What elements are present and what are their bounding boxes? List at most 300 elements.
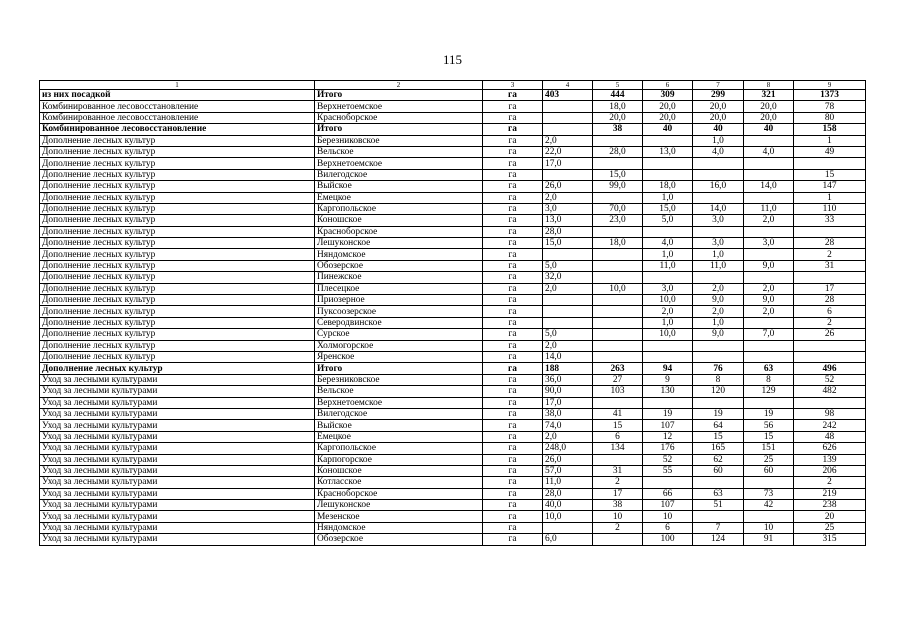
activity-cell: Дополнение лесных культур bbox=[40, 146, 315, 157]
page-number: 115 bbox=[442, 52, 463, 67]
district-cell: Приозерное bbox=[315, 295, 483, 306]
value-cell: 1,0 bbox=[693, 135, 744, 146]
total-cell: 15 bbox=[794, 169, 866, 180]
total-cell: 6 bbox=[794, 306, 866, 317]
value-cell bbox=[593, 306, 643, 317]
value-cell: 2,0 bbox=[543, 431, 593, 442]
value-cell: 52 bbox=[643, 454, 693, 465]
column-header: 9 bbox=[794, 81, 866, 90]
value-cell: 10,0 bbox=[643, 295, 693, 306]
table-row bbox=[40, 226, 866, 237]
value-cell bbox=[744, 511, 794, 522]
unit-cell: га bbox=[483, 283, 543, 294]
value-cell: 17,0 bbox=[543, 397, 593, 408]
total-cell: 158 bbox=[794, 124, 866, 135]
unit-cell: га bbox=[483, 101, 543, 112]
table-row bbox=[40, 329, 866, 340]
activity-cell: Уход за лесными культурами bbox=[40, 500, 315, 511]
value-cell: 321 bbox=[744, 90, 794, 101]
value-cell bbox=[543, 169, 593, 180]
total-cell: 28 bbox=[794, 295, 866, 306]
value-cell: 14,0 bbox=[543, 351, 593, 362]
value-cell: 10 bbox=[643, 511, 693, 522]
value-cell: 94 bbox=[643, 363, 693, 374]
activity-cell: Дополнение лесных культур bbox=[40, 192, 315, 203]
table-row bbox=[40, 386, 866, 397]
unit-cell: га bbox=[483, 158, 543, 169]
table-row bbox=[40, 534, 866, 545]
value-cell: 15 bbox=[744, 431, 794, 442]
activity-cell: Дополнение лесных культур bbox=[40, 351, 315, 362]
value-cell: 16,0 bbox=[693, 181, 744, 192]
value-cell: 1,0 bbox=[693, 249, 744, 260]
value-cell: 4,0 bbox=[744, 146, 794, 157]
activity-cell: Дополнение лесных культур bbox=[40, 340, 315, 351]
value-cell bbox=[543, 112, 593, 123]
value-cell: 3,0 bbox=[693, 215, 744, 226]
table-row bbox=[40, 146, 866, 157]
district-cell: Каргопольское bbox=[315, 443, 483, 454]
value-cell: 10 bbox=[593, 511, 643, 522]
unit-cell: га bbox=[483, 215, 543, 226]
unit-cell: га bbox=[483, 181, 543, 192]
value-cell: 70,0 bbox=[593, 203, 643, 214]
unit-cell: га bbox=[483, 340, 543, 351]
value-cell: 10,0 bbox=[543, 511, 593, 522]
activity-cell: Уход за лесными культурами bbox=[40, 408, 315, 419]
district-cell: Вельское bbox=[315, 146, 483, 157]
value-cell bbox=[593, 272, 643, 283]
value-cell: 3,0 bbox=[744, 238, 794, 249]
total-cell: 482 bbox=[794, 386, 866, 397]
value-cell: 2,0 bbox=[543, 135, 593, 146]
district-cell: Няндомское bbox=[315, 522, 483, 533]
value-cell bbox=[744, 340, 794, 351]
value-cell: 11,0 bbox=[543, 477, 593, 488]
value-cell: 56 bbox=[744, 420, 794, 431]
activity-cell: Дополнение лесных культур bbox=[40, 317, 315, 328]
value-cell: 25 bbox=[744, 454, 794, 465]
value-cell: 15 bbox=[693, 431, 744, 442]
district-cell: Обозерское bbox=[315, 260, 483, 271]
value-cell: 17,0 bbox=[543, 158, 593, 169]
activity-cell: Дополнение лесных культур bbox=[40, 306, 315, 317]
value-cell: 36,0 bbox=[543, 374, 593, 385]
total-cell: 1 bbox=[794, 192, 866, 203]
total-cell: 626 bbox=[794, 443, 866, 454]
activity-cell: Комбинированное лесовосстановление bbox=[40, 112, 315, 123]
column-header: 1 bbox=[40, 81, 315, 90]
total-cell bbox=[794, 272, 866, 283]
unit-cell: га bbox=[483, 124, 543, 135]
value-cell: 62 bbox=[693, 454, 744, 465]
activity-cell: Уход за лесными культурами bbox=[40, 420, 315, 431]
value-cell: 40 bbox=[744, 124, 794, 135]
value-cell bbox=[543, 317, 593, 328]
value-cell bbox=[744, 351, 794, 362]
total-cell: 206 bbox=[794, 465, 866, 476]
unit-cell: га bbox=[483, 397, 543, 408]
value-cell: 18,0 bbox=[643, 181, 693, 192]
value-cell bbox=[593, 249, 643, 260]
total-cell: 78 bbox=[794, 101, 866, 112]
total-cell: 26 bbox=[794, 329, 866, 340]
value-cell: 1,0 bbox=[643, 249, 693, 260]
value-cell: 90,0 bbox=[543, 386, 593, 397]
value-cell: 124 bbox=[693, 534, 744, 545]
activity-cell: Дополнение лесных культур bbox=[40, 238, 315, 249]
value-cell: 22,0 bbox=[543, 146, 593, 157]
table-body bbox=[40, 81, 866, 546]
value-cell bbox=[593, 295, 643, 306]
value-cell: 20,0 bbox=[643, 101, 693, 112]
table-row bbox=[40, 249, 866, 260]
value-cell: 2,0 bbox=[643, 306, 693, 317]
table-row bbox=[40, 135, 866, 146]
value-cell: 11,0 bbox=[744, 203, 794, 214]
total-cell: 31 bbox=[794, 260, 866, 271]
value-cell: 18,0 bbox=[593, 101, 643, 112]
value-cell: 309 bbox=[643, 90, 693, 101]
unit-cell: га bbox=[483, 306, 543, 317]
value-cell: 76 bbox=[693, 363, 744, 374]
unit-cell: га bbox=[483, 226, 543, 237]
value-cell: 9,0 bbox=[693, 329, 744, 340]
district-cell: Яренское bbox=[315, 351, 483, 362]
value-cell: 20,0 bbox=[693, 101, 744, 112]
table-row bbox=[40, 488, 866, 499]
activity-cell: Дополнение лесных культур bbox=[40, 249, 315, 260]
value-cell: 23,0 bbox=[593, 215, 643, 226]
total-cell: 25 bbox=[794, 522, 866, 533]
activity-cell: Дополнение лесных культур bbox=[40, 135, 315, 146]
value-cell: 32,0 bbox=[543, 272, 593, 283]
activity-cell: Дополнение лесных культур bbox=[40, 158, 315, 169]
value-cell bbox=[744, 272, 794, 283]
value-cell: 60 bbox=[693, 465, 744, 476]
unit-cell: га bbox=[483, 454, 543, 465]
district-cell: Мезенское bbox=[315, 511, 483, 522]
activity-cell: Уход за лесными культурами bbox=[40, 488, 315, 499]
value-cell: 6,0 bbox=[543, 534, 593, 545]
district-cell: Вилегодское bbox=[315, 169, 483, 180]
value-cell bbox=[543, 249, 593, 260]
value-cell: 74,0 bbox=[543, 420, 593, 431]
district-cell: Красноборское bbox=[315, 112, 483, 123]
value-cell: 3,0 bbox=[543, 203, 593, 214]
value-cell: 19 bbox=[643, 408, 693, 419]
activity-cell: Дополнение лесных культур bbox=[40, 329, 315, 340]
value-cell: 2,0 bbox=[744, 283, 794, 294]
value-cell: 6 bbox=[593, 431, 643, 442]
activity-cell: Уход за лесными культурами bbox=[40, 431, 315, 442]
value-cell: 10,0 bbox=[593, 283, 643, 294]
value-cell: 15,0 bbox=[643, 203, 693, 214]
district-cell: Итого bbox=[315, 363, 483, 374]
activity-cell: Комбинированное лесовосстановление bbox=[40, 124, 315, 135]
total-cell: 242 bbox=[794, 420, 866, 431]
value-cell: 60 bbox=[744, 465, 794, 476]
value-cell bbox=[643, 169, 693, 180]
table-row bbox=[40, 477, 866, 488]
table-row bbox=[40, 500, 866, 511]
value-cell bbox=[693, 158, 744, 169]
value-cell bbox=[693, 477, 744, 488]
value-cell: 14,0 bbox=[744, 181, 794, 192]
value-cell bbox=[593, 351, 643, 362]
district-cell: Сурское bbox=[315, 329, 483, 340]
total-cell: 139 bbox=[794, 454, 866, 465]
value-cell: 1,0 bbox=[693, 317, 744, 328]
value-cell bbox=[744, 249, 794, 260]
table-row bbox=[40, 465, 866, 476]
activity-cell: из них посадкой bbox=[40, 90, 315, 101]
table-row bbox=[40, 158, 866, 169]
district-cell: Каргопольское bbox=[315, 203, 483, 214]
district-cell: Обозерское bbox=[315, 534, 483, 545]
activity-cell: Уход за лесными культурами bbox=[40, 397, 315, 408]
total-cell: 33 bbox=[794, 215, 866, 226]
district-cell: Вилегодское bbox=[315, 408, 483, 419]
value-cell: 55 bbox=[643, 465, 693, 476]
activity-cell: Уход за лесными культурами bbox=[40, 374, 315, 385]
unit-cell: га bbox=[483, 135, 543, 146]
value-cell bbox=[593, 226, 643, 237]
unit-cell: га bbox=[483, 272, 543, 283]
value-cell: 12 bbox=[643, 431, 693, 442]
district-cell: Северодвинское bbox=[315, 317, 483, 328]
total-cell: 1373 bbox=[794, 90, 866, 101]
value-cell: 31 bbox=[593, 465, 643, 476]
value-cell bbox=[593, 340, 643, 351]
value-cell: 10 bbox=[744, 522, 794, 533]
value-cell: 107 bbox=[643, 420, 693, 431]
value-cell bbox=[744, 317, 794, 328]
value-cell bbox=[643, 272, 693, 283]
value-cell bbox=[593, 317, 643, 328]
activity-cell: Уход за лесными культурами bbox=[40, 477, 315, 488]
value-cell: 40 bbox=[643, 124, 693, 135]
value-cell bbox=[643, 340, 693, 351]
value-cell bbox=[543, 295, 593, 306]
value-cell: 9 bbox=[643, 374, 693, 385]
value-cell: 19 bbox=[693, 408, 744, 419]
value-cell bbox=[643, 226, 693, 237]
column-header: 4 bbox=[543, 81, 593, 90]
activity-cell: Дополнение лесных культур bbox=[40, 215, 315, 226]
table-row bbox=[40, 215, 866, 226]
unit-cell: га bbox=[483, 192, 543, 203]
value-cell: 130 bbox=[643, 386, 693, 397]
value-cell: 134 bbox=[593, 443, 643, 454]
value-cell: 63 bbox=[693, 488, 744, 499]
value-cell bbox=[643, 135, 693, 146]
value-cell bbox=[593, 192, 643, 203]
total-cell: 98 bbox=[794, 408, 866, 419]
total-cell: 1 bbox=[794, 135, 866, 146]
value-cell: 1,0 bbox=[643, 192, 693, 203]
value-cell: 99,0 bbox=[593, 181, 643, 192]
activity-cell: Уход за лесными культурами bbox=[40, 522, 315, 533]
district-cell: Выйское bbox=[315, 420, 483, 431]
total-cell: 496 bbox=[794, 363, 866, 374]
value-cell: 20,0 bbox=[593, 112, 643, 123]
value-cell: 100 bbox=[643, 534, 693, 545]
value-cell: 15,0 bbox=[593, 169, 643, 180]
district-cell: Красноборское bbox=[315, 226, 483, 237]
activity-cell: Дополнение лесных культур bbox=[40, 260, 315, 271]
activity-cell: Дополнение лесных культур bbox=[40, 272, 315, 283]
value-cell: 51 bbox=[693, 500, 744, 511]
unit-cell: га bbox=[483, 351, 543, 362]
value-cell: 5,0 bbox=[643, 215, 693, 226]
unit-cell: га bbox=[483, 431, 543, 442]
value-cell: 20,0 bbox=[744, 112, 794, 123]
activity-cell: Дополнение лесных культур bbox=[40, 203, 315, 214]
value-cell: 17 bbox=[593, 488, 643, 499]
unit-cell: га bbox=[483, 363, 543, 374]
value-cell bbox=[693, 169, 744, 180]
district-cell: Березниковское bbox=[315, 135, 483, 146]
activity-cell: Уход за лесными культурами bbox=[40, 443, 315, 454]
table-row bbox=[40, 101, 866, 112]
column-header: 2 bbox=[315, 81, 483, 90]
value-cell bbox=[643, 477, 693, 488]
district-cell: Коношское bbox=[315, 465, 483, 476]
district-cell: Холмогорское bbox=[315, 340, 483, 351]
district-cell: Лешуконское bbox=[315, 238, 483, 249]
value-cell: 2,0 bbox=[744, 306, 794, 317]
value-cell: 188 bbox=[543, 363, 593, 374]
value-cell bbox=[693, 272, 744, 283]
value-cell: 151 bbox=[744, 443, 794, 454]
value-cell bbox=[744, 226, 794, 237]
value-cell: 38 bbox=[593, 500, 643, 511]
value-cell: 27 bbox=[593, 374, 643, 385]
total-cell: 315 bbox=[794, 534, 866, 545]
table-row bbox=[40, 181, 866, 192]
table-row bbox=[40, 283, 866, 294]
value-cell: 38,0 bbox=[543, 408, 593, 419]
value-cell: 40,0 bbox=[543, 500, 593, 511]
total-cell: 110 bbox=[794, 203, 866, 214]
value-cell bbox=[744, 192, 794, 203]
value-cell bbox=[693, 226, 744, 237]
column-header: 8 bbox=[744, 81, 794, 90]
activity-cell: Уход за лесными культурами bbox=[40, 511, 315, 522]
value-cell bbox=[593, 135, 643, 146]
value-cell: 129 bbox=[744, 386, 794, 397]
value-cell: 107 bbox=[643, 500, 693, 511]
value-cell: 15 bbox=[593, 420, 643, 431]
value-cell: 3,0 bbox=[693, 238, 744, 249]
column-header: 3 bbox=[483, 81, 543, 90]
table-row bbox=[40, 260, 866, 271]
value-cell bbox=[693, 340, 744, 351]
value-cell: 20,0 bbox=[744, 101, 794, 112]
district-cell: Итого bbox=[315, 90, 483, 101]
district-cell: Карпогорское bbox=[315, 454, 483, 465]
table-row-total bbox=[40, 90, 866, 101]
unit-cell: га bbox=[483, 203, 543, 214]
total-cell: 2 bbox=[794, 477, 866, 488]
total-cell: 80 bbox=[794, 112, 866, 123]
table-row bbox=[40, 317, 866, 328]
value-cell: 28,0 bbox=[593, 146, 643, 157]
value-cell: 40 bbox=[693, 124, 744, 135]
unit-cell: га bbox=[483, 511, 543, 522]
table-row bbox=[40, 374, 866, 385]
value-cell bbox=[593, 158, 643, 169]
unit-cell: га bbox=[483, 420, 543, 431]
unit-cell: га bbox=[483, 90, 543, 101]
value-cell: 64 bbox=[693, 420, 744, 431]
value-cell: 5,0 bbox=[543, 329, 593, 340]
table-row bbox=[40, 169, 866, 180]
activity-cell: Дополнение лесных культур bbox=[40, 226, 315, 237]
column-header: 5 bbox=[593, 81, 643, 90]
value-cell: 42 bbox=[744, 500, 794, 511]
value-cell: 63 bbox=[744, 363, 794, 374]
unit-cell: га bbox=[483, 534, 543, 545]
unit-cell: га bbox=[483, 477, 543, 488]
unit-cell: га bbox=[483, 260, 543, 271]
value-cell bbox=[744, 169, 794, 180]
unit-cell: га bbox=[483, 500, 543, 511]
value-cell bbox=[693, 397, 744, 408]
unit-cell: га bbox=[483, 169, 543, 180]
value-cell: 103 bbox=[593, 386, 643, 397]
table-row bbox=[40, 420, 866, 431]
value-cell: 73 bbox=[744, 488, 794, 499]
value-cell: 9,0 bbox=[693, 295, 744, 306]
value-cell bbox=[744, 397, 794, 408]
value-cell: 20,0 bbox=[693, 112, 744, 123]
value-cell: 403 bbox=[543, 90, 593, 101]
table-row bbox=[40, 295, 866, 306]
value-cell bbox=[643, 158, 693, 169]
value-cell: 66 bbox=[643, 488, 693, 499]
value-cell: 9,0 bbox=[744, 295, 794, 306]
table-row bbox=[40, 511, 866, 522]
value-cell bbox=[693, 351, 744, 362]
table-row bbox=[40, 454, 866, 465]
value-cell: 20,0 bbox=[643, 112, 693, 123]
table-row bbox=[40, 272, 866, 283]
unit-cell: га bbox=[483, 465, 543, 476]
table-row bbox=[40, 397, 866, 408]
value-cell: 15,0 bbox=[543, 238, 593, 249]
total-cell: 2 bbox=[794, 249, 866, 260]
value-cell bbox=[543, 522, 593, 533]
value-cell bbox=[693, 192, 744, 203]
total-cell: 48 bbox=[794, 431, 866, 442]
value-cell bbox=[693, 511, 744, 522]
value-cell: 38 bbox=[593, 124, 643, 135]
value-cell: 248,0 bbox=[543, 443, 593, 454]
activity-cell: Дополнение лесных культур bbox=[40, 363, 315, 374]
data-table bbox=[39, 80, 866, 546]
total-cell: 147 bbox=[794, 181, 866, 192]
district-cell: Верхнетоемское bbox=[315, 397, 483, 408]
value-cell bbox=[744, 158, 794, 169]
district-cell: Вельское bbox=[315, 386, 483, 397]
table-row bbox=[40, 351, 866, 362]
value-cell: 11,0 bbox=[693, 260, 744, 271]
value-cell: 14,0 bbox=[693, 203, 744, 214]
table-row bbox=[40, 203, 866, 214]
district-cell: Красноборское bbox=[315, 488, 483, 499]
